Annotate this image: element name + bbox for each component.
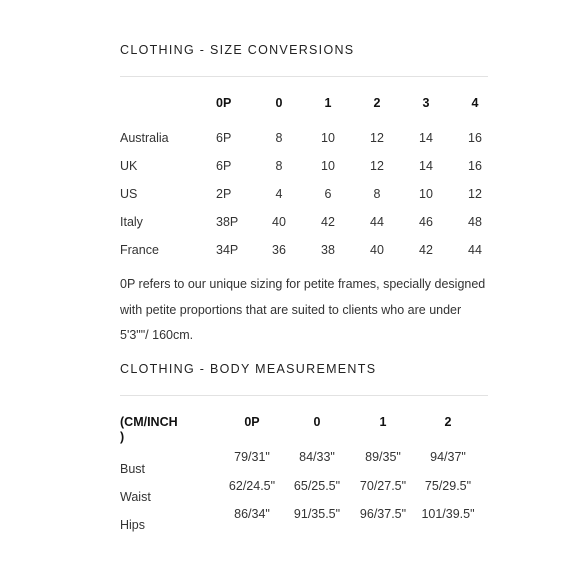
table-cell: 44: [370, 215, 384, 229]
table-cell: 79/31": [234, 450, 270, 464]
col-header: 2: [373, 96, 381, 110]
table-cell: 40: [272, 215, 286, 229]
table-cell: 8: [373, 187, 381, 201]
table-cell: 89/35": [365, 450, 401, 464]
divider: [120, 76, 488, 77]
table-cell: 12: [468, 187, 482, 201]
table-cell: 14: [419, 131, 433, 145]
petite-note-line: 5'3""/ 160cm.: [120, 328, 194, 342]
unit-header: ): [120, 430, 125, 444]
row-label: US: [120, 187, 138, 201]
table-cell: 16: [468, 159, 482, 173]
table-cell: 70/27.5": [359, 479, 407, 493]
row-label: Bust: [120, 462, 146, 476]
table-cell: 14: [419, 159, 433, 173]
col-header: 1: [324, 96, 332, 110]
size-guide: [120, 0, 488, 580]
table-cell: 8: [275, 131, 283, 145]
table-cell: 46: [419, 215, 433, 229]
table-cell: 40: [370, 243, 384, 257]
row-label: Hips: [120, 518, 146, 532]
row-label: UK: [120, 159, 138, 173]
body-measurements-title: CLOTHING - BODY MEASUREMENTS: [120, 362, 377, 376]
unit-header: (CM/INCH: [120, 415, 178, 429]
table-cell: 42: [321, 215, 335, 229]
col-header: 0: [275, 96, 283, 110]
table-cell: 2P: [216, 187, 232, 201]
row-label: Waist: [120, 490, 151, 504]
table-cell: 65/25.5": [293, 479, 341, 493]
col-header: 2: [444, 415, 452, 429]
col-header: 3: [422, 96, 430, 110]
table-cell: 96/37.5": [359, 507, 407, 521]
col-header: 0P: [216, 96, 232, 110]
table-cell: 6: [324, 187, 332, 201]
table-cell: 86/34": [234, 507, 270, 521]
col-header: 4: [471, 96, 479, 110]
table-cell: 101/39.5": [421, 507, 475, 521]
table-cell: 38: [321, 243, 335, 257]
table-cell: 84/33": [299, 450, 335, 464]
table-cell: 42: [419, 243, 433, 257]
table-cell: 75/29.5": [424, 479, 472, 493]
table-cell: 12: [370, 159, 384, 173]
petite-note-line: with petite proportions that are suited to clients who are under: [120, 303, 462, 317]
table-cell: 62/24.5": [228, 479, 276, 493]
table-cell: 10: [321, 131, 335, 145]
table-cell: 44: [468, 243, 482, 257]
size-conversions-title: CLOTHING - SIZE CONVERSIONS: [120, 43, 355, 57]
col-header: 0: [313, 415, 321, 429]
table-cell: 38P: [216, 215, 239, 229]
table-cell: 6P: [216, 131, 232, 145]
row-label: Australia: [120, 131, 169, 145]
table-cell: 48: [468, 215, 482, 229]
table-cell: 8: [275, 159, 283, 173]
row-label: Italy: [120, 215, 143, 229]
table-cell: 36: [272, 243, 286, 257]
table-cell: 10: [419, 187, 433, 201]
table-cell: 34P: [216, 243, 239, 257]
col-header: 0P: [244, 415, 260, 429]
table-cell: 91/35.5": [293, 507, 341, 521]
row-label: France: [120, 243, 159, 257]
table-cell: 4: [275, 187, 283, 201]
table-cell: 12: [370, 131, 384, 145]
table-cell: 6P: [216, 159, 232, 173]
table-cell: 94/37": [430, 450, 466, 464]
table-cell: 10: [321, 159, 335, 173]
table-cell: 16: [468, 131, 482, 145]
divider: [120, 395, 488, 396]
petite-note-line: 0P refers to our unique sizing for petite frames, specially designed: [120, 277, 486, 291]
col-header: 1: [379, 415, 387, 429]
